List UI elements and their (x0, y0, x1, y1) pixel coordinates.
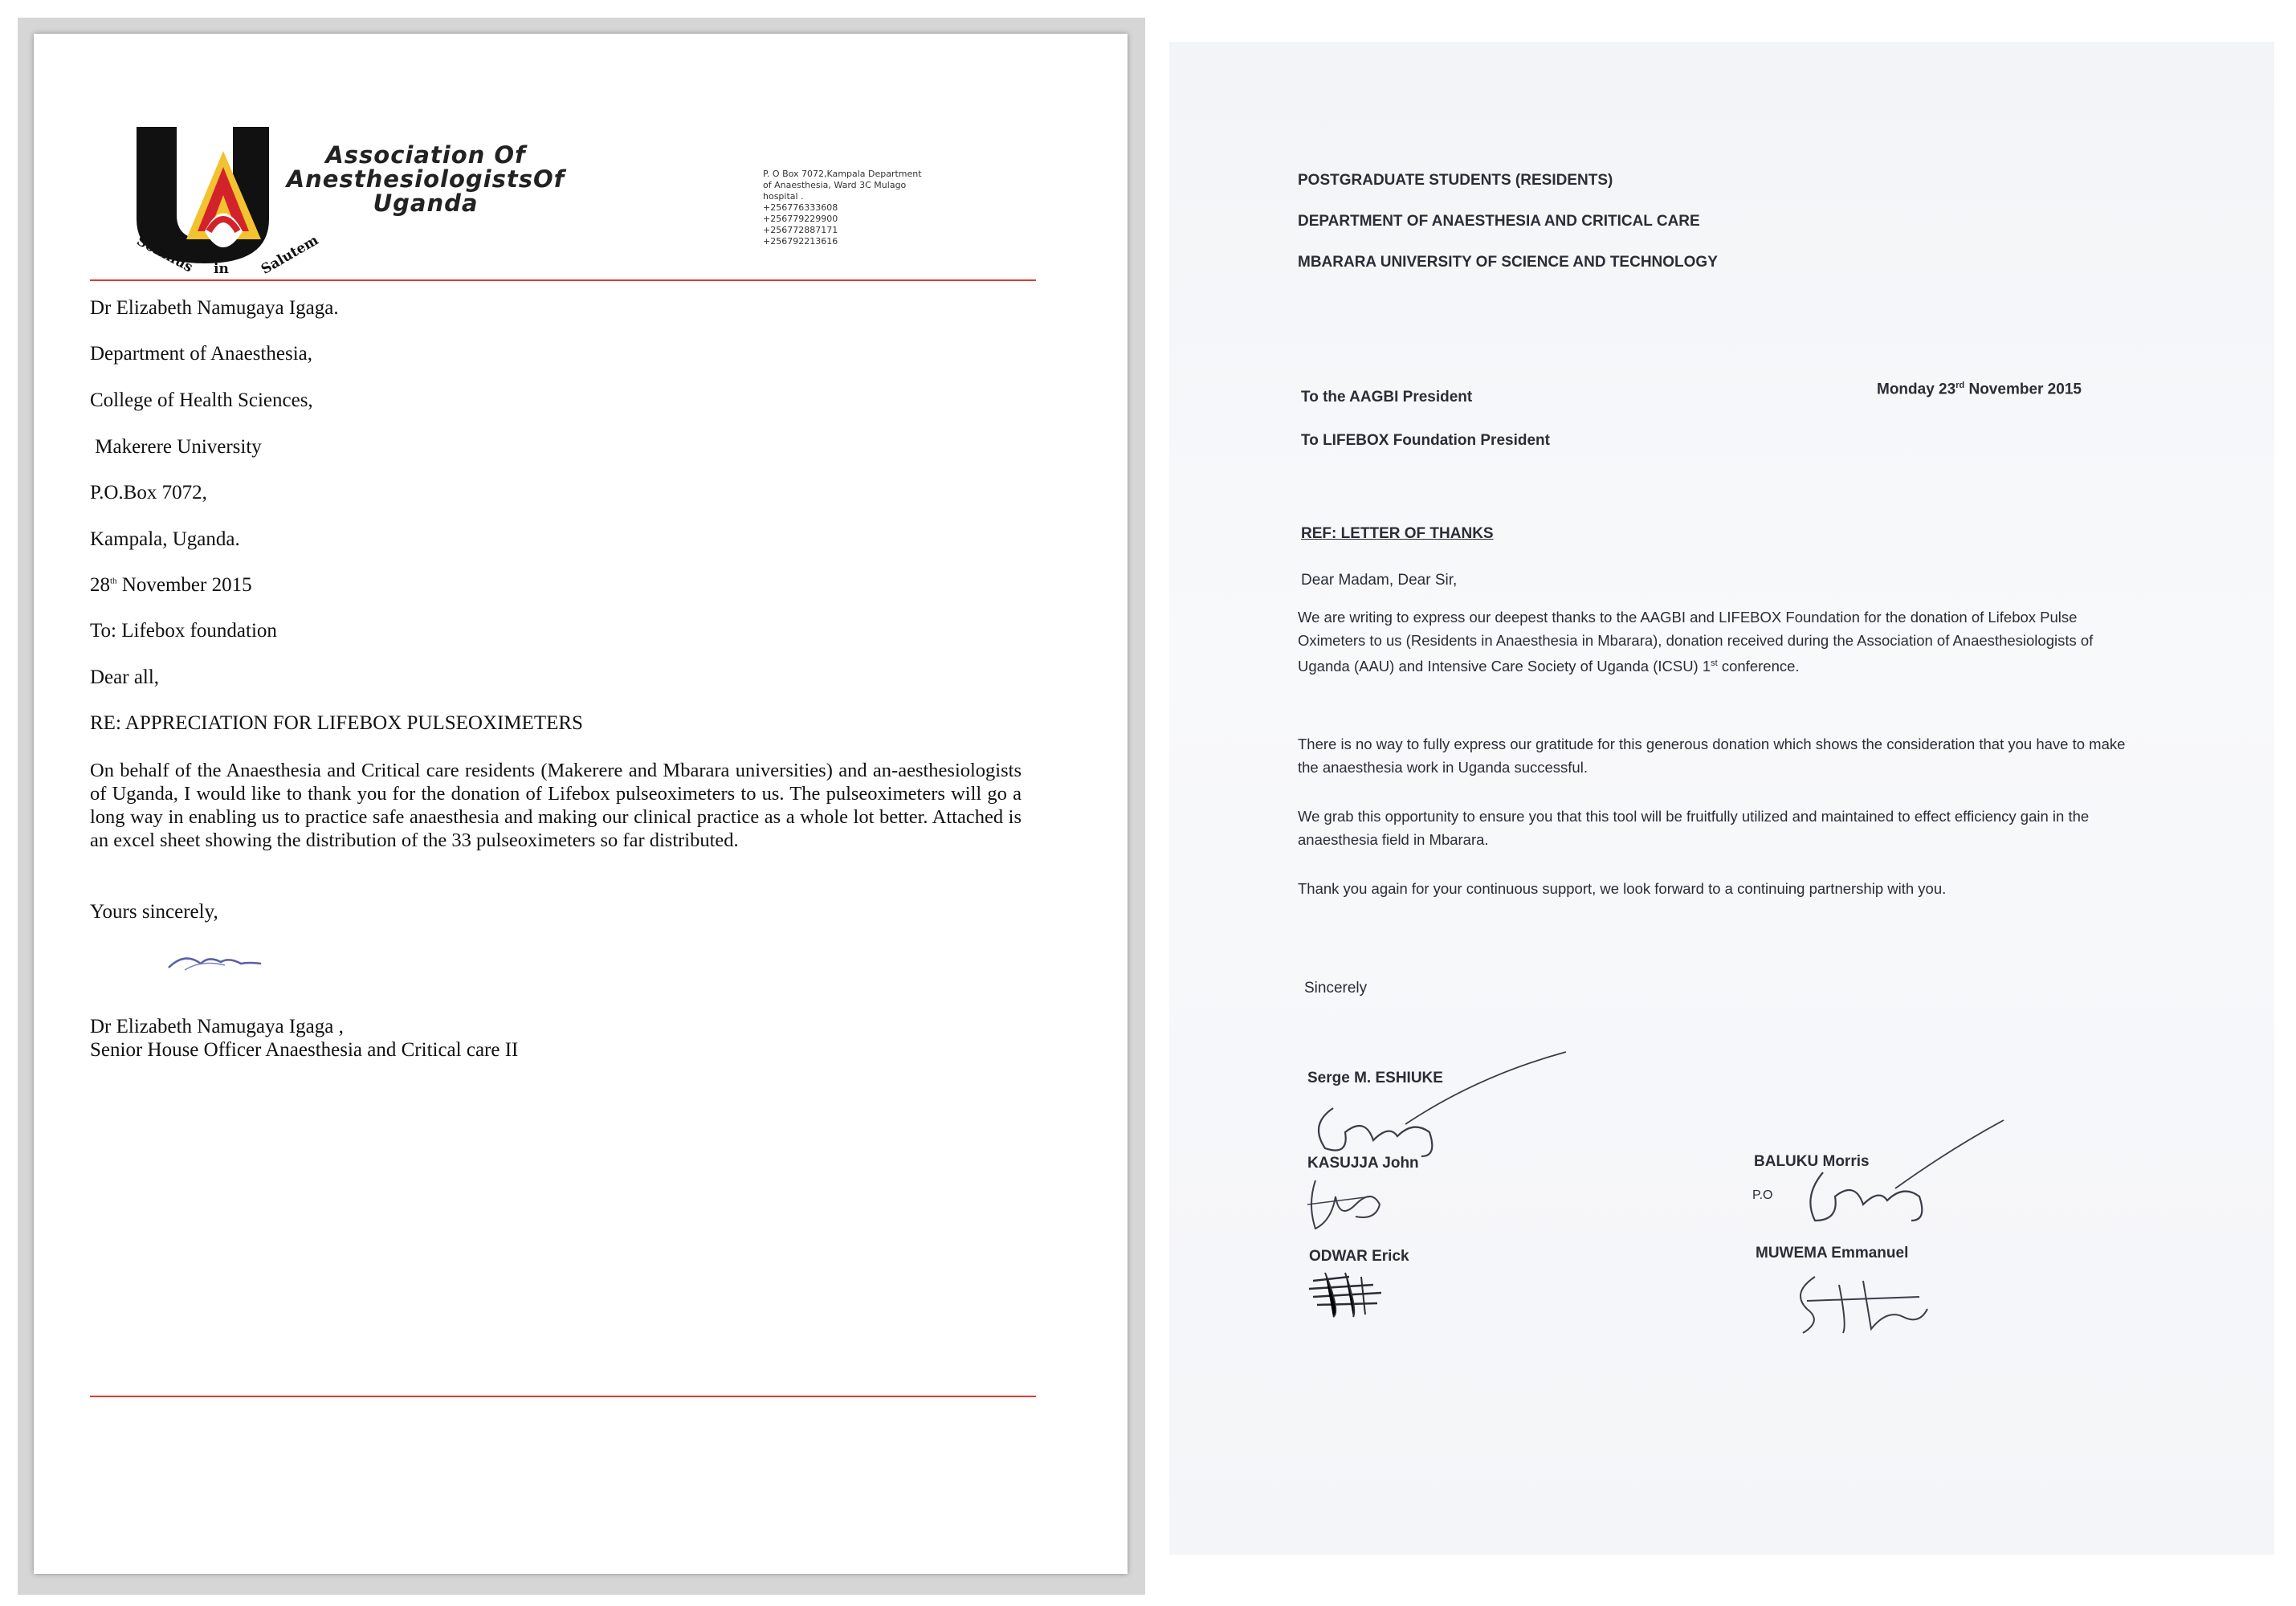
letter-date-day: 28 (90, 574, 110, 596)
signatory-name: Dr Elizabeth Namugaya Igaga , (90, 1016, 344, 1037)
contact-line: of Anaesthesia, Ward 3C Mulago (763, 180, 907, 190)
letterhead-divider (90, 279, 1036, 281)
signatory-4-name: BALUKU Morris (1754, 1153, 1870, 1170)
right-date-prefix: Monday 23 (1877, 381, 1956, 398)
right-ref: REF: LETTER OF THANKS (1301, 525, 1494, 542)
association-name-line-1: Association Of (325, 141, 526, 169)
right-header-line-1: POSTGRADUATE STUDENTS (RESIDENTS) (1298, 172, 1613, 189)
right-salutation: Dear Madam, Dear Sir, (1301, 572, 1458, 589)
letter-closing: Yours sincerely, (90, 901, 218, 923)
sender-name: Dr Elizabeth Namugaya Igaga. (90, 297, 339, 319)
logo-motto (95, 215, 360, 287)
right-date-rest: November 2015 (1964, 381, 2082, 398)
right-date (1877, 381, 2082, 398)
po-note: P.O (1752, 1188, 1773, 1202)
contact-line: +256779229900 (763, 214, 838, 224)
letter-subject: RE: APPRECIATION FOR LIFEBOX PULSEOXIMETERS (90, 712, 583, 734)
motto-word-2: in (214, 261, 229, 277)
contact-line: +256792213616 (763, 236, 838, 247)
right-recipient-2: To LIFEBOX Foundation President (1301, 432, 1550, 449)
right-paragraph-2: There is no way to fully express our gratitude for this generous donation which shows the consideration that you have to make the anaesthesia work in Uganda successful. (1298, 736, 2126, 776)
signature-scribble (153, 940, 273, 980)
right-paragraph-1-sup: st (1711, 658, 1718, 668)
right-paragraph-4: Thank you again for your continuous support, we look forward to a continuing partnership with you. (1298, 880, 1947, 897)
signatory-5-name: MUWEMA Emmanuel (1756, 1245, 1909, 1262)
contact-line: +256776333608 (763, 202, 838, 213)
letter-date (90, 574, 252, 597)
letter-recipient: To: Lifebox foundation (90, 620, 277, 642)
signature-1-scribble (1301, 1044, 1574, 1164)
motto-word-3: Salutem (258, 232, 322, 278)
letter-salutation: Dear all, (90, 666, 160, 688)
signatory-3-name: ODWAR Erick (1309, 1248, 1409, 1265)
signature-5-scribble (1783, 1261, 1943, 1341)
contact-line: P. O Box 7072,Kampala Department (763, 169, 922, 179)
sender-university: Makerere University (90, 436, 262, 458)
motto-word-1: Somnus (133, 233, 196, 276)
sender-city: Kampala, Uganda. (90, 528, 240, 550)
signatory-title: Senior House Officer Anaesthesia and Critical care II (90, 1039, 519, 1061)
letter-date-suffix: th (110, 576, 117, 586)
right-paragraph-3: We grab this opportunity to ensure you that this tool will be fruitfully utilized and maintained to effect efficiency gain in the anaesthesia field in Mbarara. (1298, 808, 2090, 848)
contact-line: +256772887171 (763, 225, 838, 235)
sender-po-box: P.O.Box 7072, (90, 482, 207, 503)
contact-line: hospital . (763, 191, 804, 202)
letter-body: On behalf of the Anaesthesia and Critical care residents (Makerere and Mbarara universities) and an-aesthesiologists of Uganda, I would like to thank you for the donation of Lifebox pulseoximeters to us. The pulseoximeters will go a long way in enabling us to practice safe anaesthesia and making our clinical practice as a whole lot better. Attached is an excel sheet showing the distribution of the 33 pulseoximeters so far distributed. (90, 760, 1022, 851)
right-paragraph-1-main: We are writing to express our deepest thanks to the AAGBI and LIFEBOX Foundation for the donation of Lifebox Pulse Oximeters to us (Residents in Anaesthesia in Mbarara), donation received during the Association of Anaesthesiologists of Uganda (AAU) and Intensive Care Society of Uganda (ICSU) 1 (1298, 609, 2094, 675)
signature-4-scribble (1799, 1116, 2008, 1229)
right-header-line-2: DEPARTMENT OF ANAESTHESIA AND CRITICAL CARE (1298, 213, 1700, 230)
signature-2-scribble (1299, 1172, 1396, 1237)
letter-date-rest: November 2015 (116, 574, 252, 596)
right-closing: Sincerely (1304, 980, 1368, 997)
right-date-suffix: rd (1955, 381, 1965, 390)
signatory-2-name: KASUJJA John (1307, 1155, 1419, 1172)
sender-college: College of Health Sciences, (90, 389, 313, 411)
signatory-1-name: Serge M. ESHIUKE (1307, 1070, 1443, 1086)
signature-3-scribble (1301, 1265, 1429, 1321)
association-name (217, 143, 634, 215)
right-recipient-1: To the AAGBI President (1301, 389, 1473, 406)
right-header-line-3: MBARARA UNIVERSITY OF SCIENCE AND TECHNOLOGY (1298, 254, 1718, 271)
association-name-line-2: AnesthesiologistsOf (286, 165, 565, 193)
right-paragraph-1-end: conference. (1717, 658, 1800, 675)
contact-block (763, 169, 1036, 247)
right-paragraph-1 (1298, 605, 2133, 678)
association-name-line-3: Uganda (373, 190, 479, 217)
sender-department: Department of Anaesthesia, (90, 343, 312, 365)
footer-divider (90, 1396, 1036, 1397)
